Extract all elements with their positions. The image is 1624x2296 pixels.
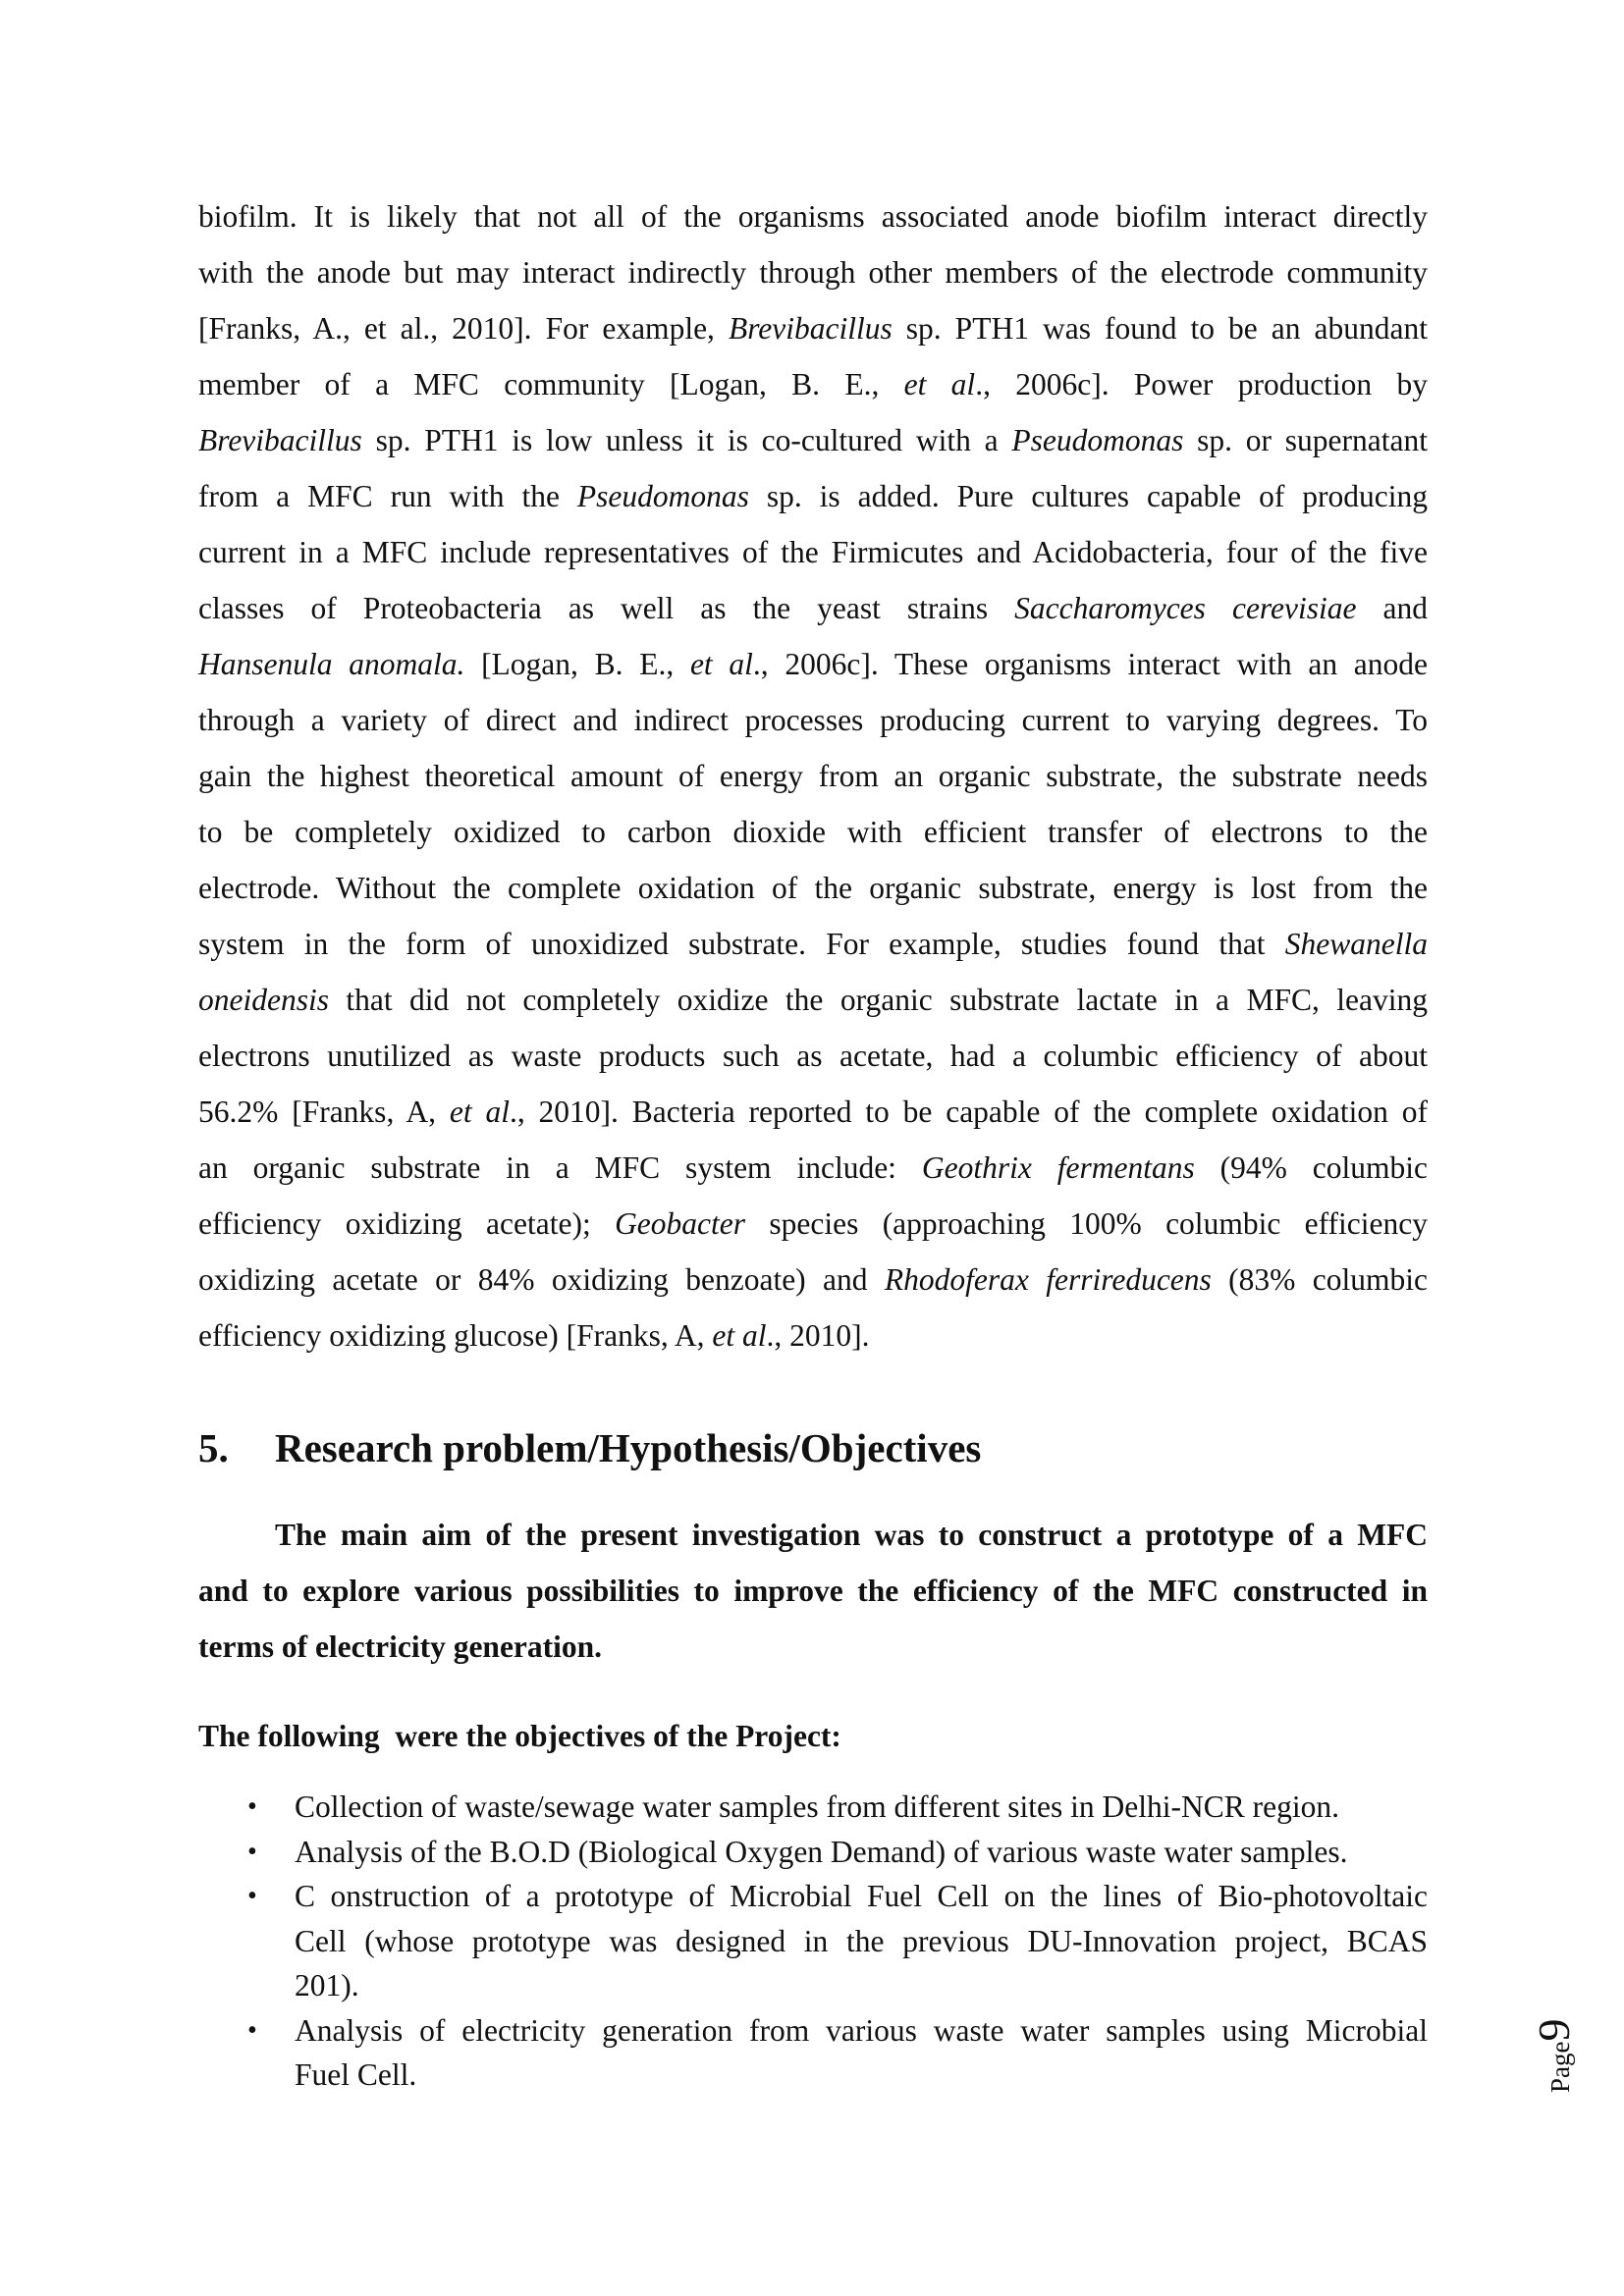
- objective-text: Analysis of the B.O.D (Biological Oxygen Demand) of various waste water samples.: [295, 1834, 1348, 1869]
- text-run: gain the highest theoretical amount of energy from an organic substrate, the substrate needs: [198, 759, 1428, 793]
- objective-item: [198, 1785, 1428, 1830]
- text-run: 56.2% [Franks, A,: [198, 1095, 450, 1129]
- text-line: [198, 1252, 1428, 1308]
- italic-term: Brevibacillus: [728, 311, 893, 346]
- bullet-icon: •: [247, 1836, 257, 1867]
- page-number-marker: [1473, 1983, 1579, 2101]
- text-line: [198, 356, 1428, 412]
- text-run: sp. PTH1 was found to be an abundant: [892, 311, 1428, 346]
- text-run: (83% columbic: [1211, 1262, 1428, 1297]
- text-line: [198, 972, 1428, 1028]
- text-line: [198, 524, 1428, 580]
- italic-term: Hansenula anomala.: [198, 647, 465, 681]
- text-run: from a MFC run with the: [198, 479, 577, 513]
- italic-term: et al: [689, 647, 753, 681]
- text-run: (94% columbic: [1194, 1150, 1428, 1185]
- text-line: [198, 804, 1428, 860]
- text-run: sp. or supernatant: [1183, 423, 1428, 457]
- italic-term: et al: [903, 367, 976, 401]
- page-number: 9: [1529, 2018, 1579, 2042]
- text-run: electrons unutilized as waste products such as acetate, had a columbic efficiency of about: [198, 1039, 1428, 1073]
- italic-term: et al: [712, 1318, 767, 1353]
- text-line: [198, 1140, 1428, 1196]
- objectives-label: The following were the objectives of the Project:: [198, 1719, 841, 1753]
- text-run: [Franks, A., et al., 2010]. For example,: [198, 311, 729, 346]
- text-line: [198, 1028, 1428, 1084]
- objectives-list: [198, 1785, 1428, 2098]
- objective-item: [198, 1830, 1428, 1875]
- italic-term: Shewanella: [1284, 927, 1428, 961]
- text-line: [198, 860, 1428, 916]
- text-run: current in a MFC include representatives of the Firmicutes and Acidobacteria, four of the five: [198, 535, 1428, 569]
- text-run: ., 2010].: [766, 1318, 870, 1353]
- text-line: [198, 412, 1428, 468]
- italic-term: et al: [449, 1095, 510, 1129]
- text-run: ., 2006c]. Power production by: [975, 367, 1428, 401]
- text-run: [Logan, B. E.,: [464, 647, 690, 681]
- text-line: [198, 300, 1428, 356]
- bullet-icon: •: [247, 1791, 257, 1822]
- italic-term: Pseudomonas: [576, 479, 749, 513]
- section-number: 5.: [198, 1425, 229, 1470]
- objective-item: [198, 1874, 1428, 2008]
- objective-text: C onstruction of a prototype of Microbial Fuel Cell on the lines of Bio-photovoltaic: [295, 1879, 1428, 1913]
- objective-item: [198, 2008, 1428, 2098]
- bullet-icon: •: [247, 2014, 257, 2046]
- text-run: with the anode but may interact indirectly through other members of the electrode community: [198, 255, 1428, 290]
- italic-term: oneidensis: [198, 983, 329, 1017]
- section-title: Research problem/Hypothesis/Objectives: [275, 1425, 982, 1470]
- text-line: terms of electricity generation.: [198, 1629, 603, 1664]
- text-run: electrode. Without the complete oxidation of the organic substrate, energy is lost from the: [198, 871, 1428, 905]
- text-run: member of a MFC community [Logan, B. E.,: [198, 367, 904, 401]
- italic-term: Geothrix fermentans: [921, 1150, 1195, 1185]
- text-run: system in the form of unoxidized substrate. For example, studies found that: [198, 927, 1285, 961]
- text-line: [198, 1084, 1428, 1140]
- text-run: efficiency oxidizing acetate);: [198, 1206, 616, 1241]
- text-run: ., 2010]. Bacteria reported to be capable of the complete oxidation of: [509, 1095, 1428, 1129]
- text-line: [198, 916, 1428, 972]
- text-run: biofilm. It is likely that not all of the organisms associated anode biofilm interact directly: [198, 199, 1428, 234]
- text-run: sp. PTH1 is low unless it is co-cultured with a: [361, 423, 1012, 457]
- text-run: and: [1356, 591, 1429, 625]
- objective-text: 201).: [295, 1968, 359, 2002]
- italic-term: Pseudomonas: [1011, 423, 1184, 457]
- text-run: sp. is added. Pure cultures capable of producing: [748, 479, 1429, 513]
- text-run: to be completely oxidized to carbon dioxide with efficient transfer of electrons to the: [198, 815, 1428, 849]
- italic-term: Geobacter: [615, 1206, 746, 1241]
- text-line: [198, 580, 1428, 636]
- text-run: species (approaching 100% columbic efficiency: [745, 1206, 1428, 1241]
- text-run: an organic substrate in a MFC system include:: [198, 1150, 922, 1185]
- bullet-icon: •: [247, 1881, 257, 1911]
- italic-term: Saccharomyces cerevisiae: [1014, 591, 1357, 625]
- text-run: ., 2006c]. These organisms interact with an anode: [752, 647, 1429, 681]
- objective-text: Collection of waste/sewage water samples from different sites in Delhi-NCR region.: [295, 1789, 1340, 1824]
- text-line: [198, 748, 1428, 804]
- italic-term: Rhodoferax ferrireducens: [884, 1262, 1212, 1297]
- text-line: [198, 1308, 1428, 1363]
- intro-paragraph: [198, 188, 1428, 1363]
- text-run: through a variety of direct and indirect processes producing current to varying degrees. To: [198, 703, 1428, 737]
- aim-paragraph: [198, 1507, 1428, 1675]
- text-line: and to explore various possibilities to improve the efficiency of the MFC constructed in: [198, 1574, 1428, 1608]
- text-line: The main aim of the present investigation was to construct a prototype of a MFC: [275, 1518, 1428, 1552]
- page-word: Page: [1545, 2041, 1575, 2093]
- text-run: oxidizing acetate or 84% oxidizing benzoate) and: [198, 1262, 885, 1297]
- text-run: that did not completely oxidize the organic substrate lactate in a MFC, leaving: [328, 983, 1428, 1017]
- italic-term: Brevibacillus: [198, 423, 362, 457]
- text-line: [198, 692, 1428, 748]
- text-run: classes of Proteobacteria as well as the yeast strains: [198, 591, 1015, 625]
- section-heading: [198, 1423, 981, 1472]
- text-run: efficiency oxidizing glucose) [Franks, A,: [198, 1318, 713, 1353]
- text-line: [198, 1196, 1428, 1252]
- text-line: [198, 636, 1428, 692]
- text-line: [198, 244, 1428, 300]
- objective-text: Fuel Cell.: [295, 2057, 417, 2092]
- text-line: [198, 188, 1428, 244]
- objective-text: Analysis of electricity generation from various waste water samples using Microbial: [295, 2012, 1428, 2048]
- objective-text: Cell (whose prototype was designed in the previous DU-Innovation project, BCAS: [295, 1923, 1428, 1958]
- text-line: [198, 468, 1428, 524]
